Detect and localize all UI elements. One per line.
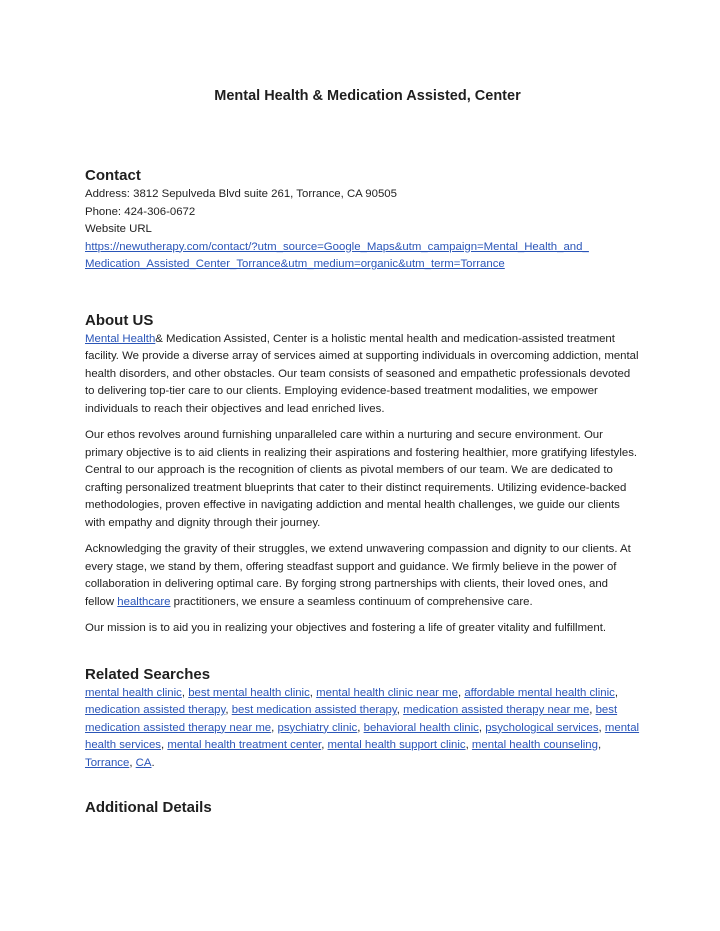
related-search-link[interactable]: medication assisted therapy near me — [403, 704, 590, 716]
related-search-link[interactable]: best medication assisted therapy near me — [85, 704, 618, 734]
additional-details-heading: Additional Details — [85, 799, 212, 816]
about-paragraph-3-text-a: Acknowledging the gravity of their struggles, we extend unwavering compassion and dignity to our clients. At every stage, we stand by them, offering steadfast support and guidance. We firmly believe in the power of collaboration in delivering optimal care. By forging strong partnerships with clients, their loved ones, and fellow — [85, 543, 631, 608]
about-paragraph-3 — [85, 541, 640, 611]
about-paragraph-4: Our mission is to aid you in realizing your objectives and fostering a life of greater vitality and fulfillment. — [85, 622, 607, 634]
related-search-link[interactable]: mental health clinic — [85, 686, 182, 699]
related-search-link[interactable]: Torrance — [85, 756, 130, 769]
related-searches-section — [85, 665, 640, 773]
related-search-link[interactable]: medication assisted therapy — [85, 704, 226, 716]
related-search-link[interactable]: affordable mental health clinic — [464, 686, 615, 699]
related-search-link[interactable]: mental health treatment center — [167, 739, 322, 751]
related-search-link[interactable]: psychological services — [485, 721, 599, 734]
related-search-link[interactable]: mental health support clinic — [327, 739, 466, 751]
about-heading: About US — [85, 311, 154, 329]
mental-health-link[interactable]: Mental Health — [85, 332, 156, 345]
related-search-link[interactable]: mental health counseling — [471, 739, 598, 751]
related-search-link[interactable]: mental health clinic near me — [316, 686, 458, 699]
about-paragraph-1 — [85, 331, 640, 419]
about-section — [85, 311, 640, 638]
contact-section — [85, 166, 640, 274]
website-url-line-2[interactable]: Medication_Assisted_Center_Torrance&utm_medium=organic&utm_term=Torrance — [85, 258, 505, 270]
contact-address: Address: 3812 Sepulveda Blvd suite 261, Torrance, CA 90505 — [85, 188, 397, 200]
healthcare-link[interactable]: healthcare — [117, 595, 171, 608]
website-url-link[interactable] — [85, 239, 640, 274]
related-search-link[interactable]: psychiatry clinic — [277, 721, 358, 734]
related-search-link[interactable]: CA — [135, 756, 152, 769]
related-searches-list: mental health clinic, best mental health clinic, mental health clinic near me, affordable mental health clinic, medication assisted therapy, best medication assisted therapy, medication assisted therapy near me, best medication assisted therapy near me, psychiatry clinic, behavioral health clinic, psychological services, mental health services, mental health treatment center, mental health support clinic, mental health counseling, Torrance, CA. — [85, 686, 640, 769]
website-url-line-1[interactable]: https://newutherapy.com/contact/?utm_source=Google_Maps&utm_campaign=Mental_Health_and_ — [85, 240, 589, 253]
related-search-link[interactable]: best mental health clinic — [188, 686, 310, 699]
contact-heading: Contact — [85, 167, 141, 184]
about-paragraph-1-text: & Medication Assisted, Center is a holistic mental health and medication-assisted treatment facility. We provide a diverse array of services aimed at supporting individuals in overcoming addiction, mental health disorders, and other obstacles. Our team consists of seasoned and empathetic professionals devoted to delivering top-tier care to our clients. Employing evidence-based treatment modalities, we empower individuals to reach their objectives and lead enriched lives. — [85, 332, 639, 415]
additional-details-section — [85, 798, 640, 818]
related-search-link[interactable]: behavioral health clinic — [363, 721, 479, 734]
related-searches-heading: Related Searches — [85, 665, 211, 683]
related-search-link[interactable]: best medication assisted therapy — [231, 704, 397, 716]
document-title: Mental Health & Medication Assisted, Center — [214, 88, 521, 104]
about-paragraph-2: Our ethos revolves around furnishing unparalleled care within a nurturing and secure environment. Our primary objective is to aid clients in realizing their aspirations and fostering healthier, more gratifying lifestyles. Central to our approach is the recognition of clients as pivotal members of our team. We are dedicated to crafting personalized treatment blueprints that cater to their distinct requirements. Utilizing evidence-backed methodologies, proven effective in navigating addiction and mental health challenges, we guide our clients with empathy and dignity through their journey. — [85, 429, 638, 529]
website-label: Website URL — [85, 223, 152, 235]
related-search-link[interactable]: mental health services — [85, 721, 640, 751]
contact-phone: Phone: 424-306-0672 — [85, 205, 196, 218]
about-paragraph-3-text-b: practitioners, we ensure a seamless continuum of comprehensive care. — [170, 595, 533, 608]
